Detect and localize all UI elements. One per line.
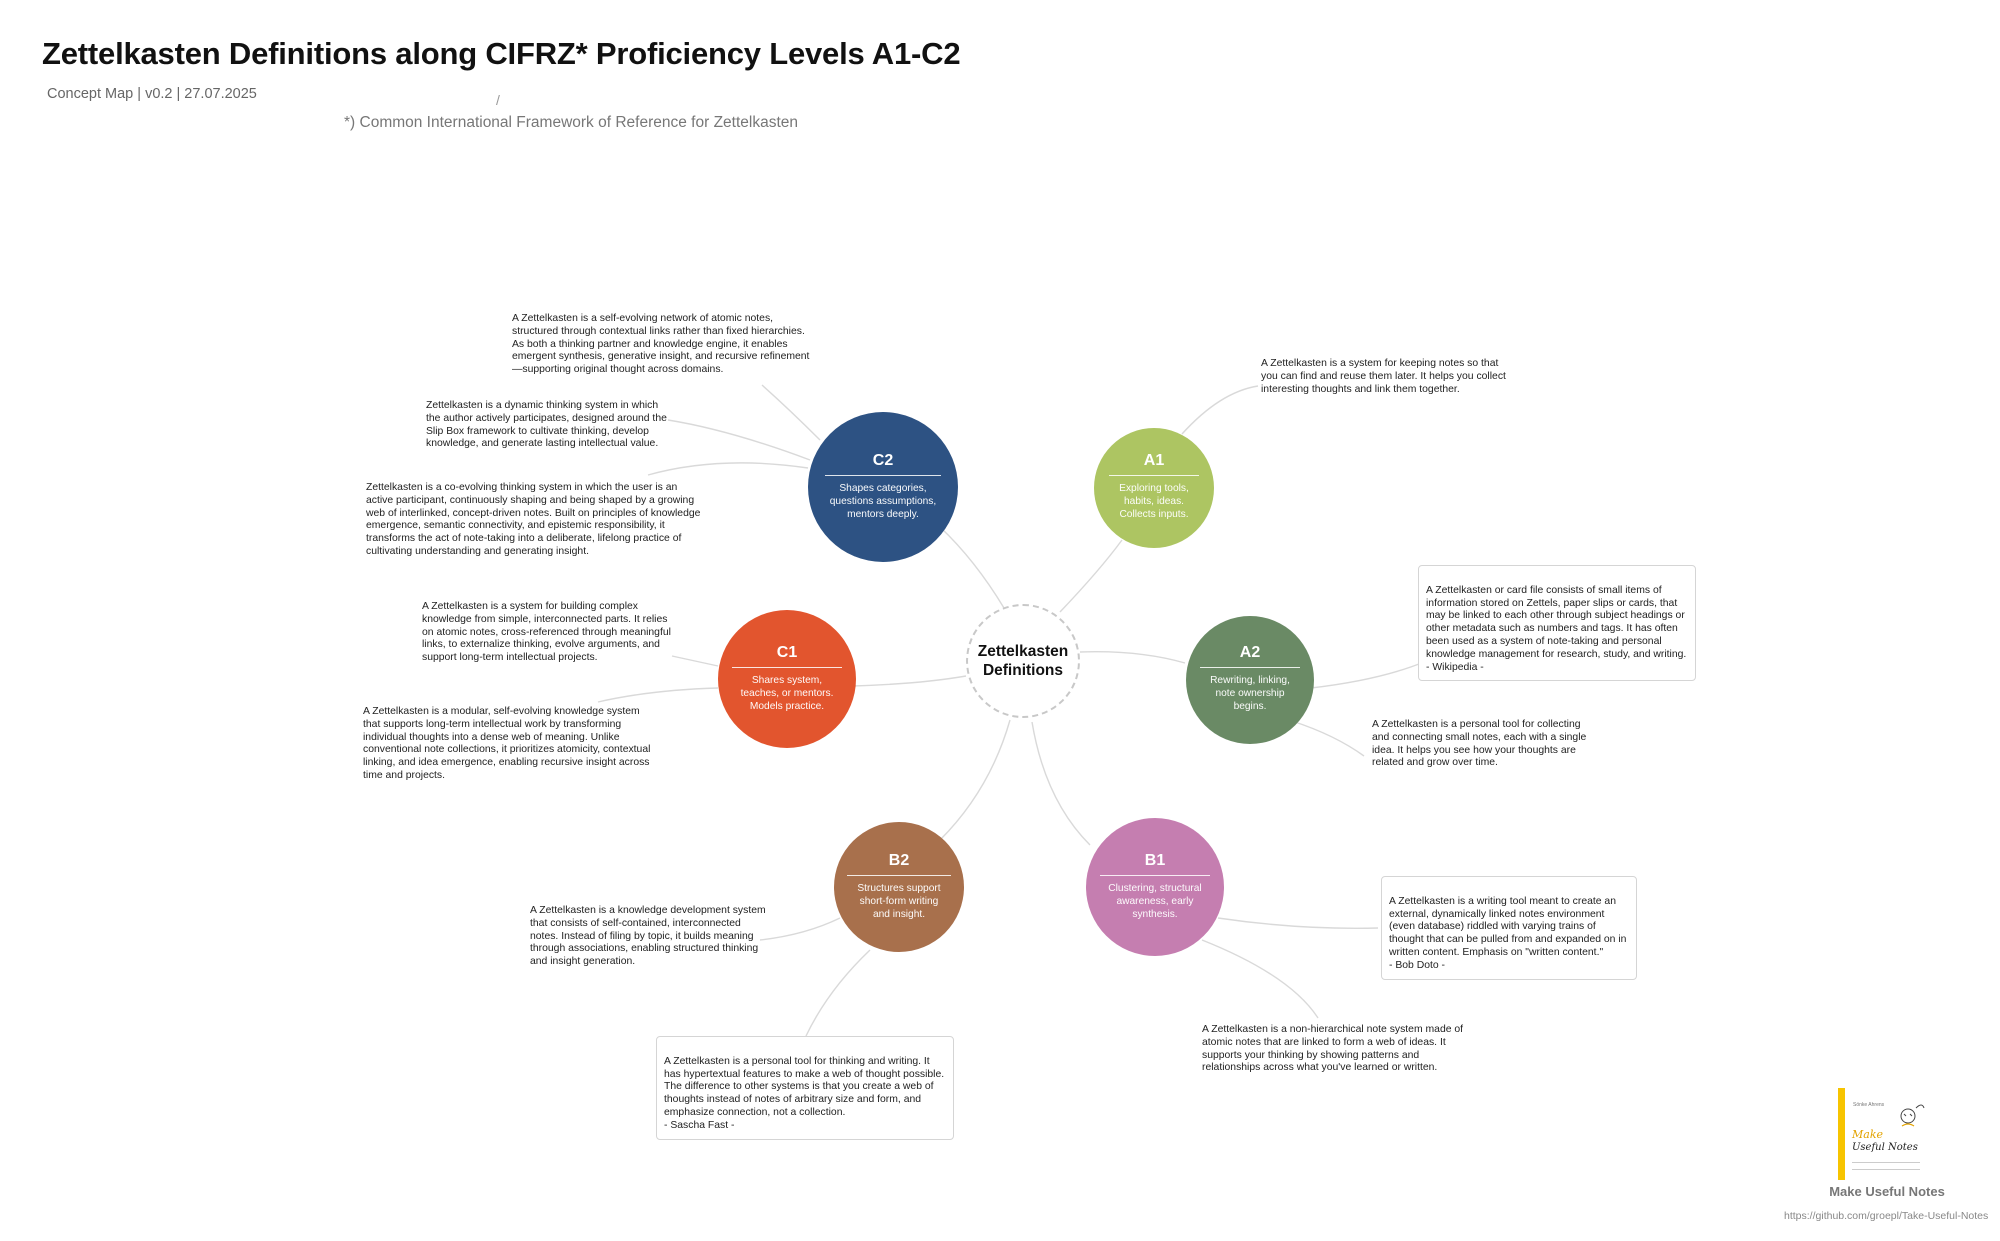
node-c1-code: C1 — [732, 644, 842, 668]
node-c2-desc: Shapes categories, questions assumptions, mentors deeply. — [829, 483, 937, 520]
link-center-c1 — [852, 676, 966, 686]
node-a2 — [1186, 616, 1314, 744]
logo-make: Make — [1852, 1128, 1883, 1141]
node-c2-code: C2 — [825, 452, 941, 476]
logo-useful-notes: Useful Notes — [1852, 1142, 1918, 1153]
doodle-icon — [1896, 1100, 1926, 1130]
logo-text-lines — [1852, 1162, 1920, 1170]
node-b2 — [834, 822, 964, 952]
definition-c2-2: Zettelkasten is a dynamic thinking system in which the author actively participates, designed around the Slip Box framework to cultivate thinking, develop knowledge, and generate lasting intellectual value. — [426, 400, 667, 450]
definition-b2-2 — [656, 1036, 954, 1140]
definition-c2-1: A Zettelkasten is a self-evolving network of atomic notes, structured through contextual links rather than fixed hierarchies. As both a thinking partner and knowledge engine, it enables emergent synthesis, generative insight, and recursive refinement—supporting original thought across domains. — [512, 313, 810, 376]
link-b2-def1 — [760, 918, 840, 940]
node-c2 — [808, 412, 958, 562]
definition-b2-1: A Zettelkasten is a knowledge development system that consists of self-contained, interconnected notes. Instead of filing by topic, it builds meaning through associations, enabling structured thinking and insight generation. — [530, 905, 766, 968]
link-center-b1 — [1032, 722, 1090, 845]
node-a1 — [1094, 428, 1214, 548]
center-line-1: Zettelkasten — [977, 643, 1069, 660]
node-a2-desc: Rewriting, linking, note ownership begins. — [1210, 675, 1290, 712]
center-line-2: Definitions — [982, 662, 1064, 679]
definition-a2-1 — [1418, 565, 1696, 681]
definition-a1-1: A Zettelkasten is a system for keeping notes so that you can find and reuse them later. It helps you collect interesting thoughts and link them together. — [1261, 358, 1506, 395]
link-c2-def1 — [762, 385, 820, 440]
link-a1-def1 — [1182, 386, 1258, 434]
node-a2-code: A2 — [1200, 644, 1300, 668]
node-b1-desc: Clustering, structural awareness, early synthesis. — [1108, 883, 1202, 920]
link-a2-def2 — [1292, 721, 1364, 756]
node-b1-code: B1 — [1100, 852, 1210, 876]
link-center-b2 — [940, 720, 1010, 840]
link-b1-def2 — [1202, 940, 1318, 1018]
center-node — [966, 604, 1080, 718]
source-url[interactable]: https://github.com/groepl/Take-Useful-Notes — [1784, 1210, 1989, 1222]
link-c2-def3 — [648, 463, 808, 475]
definition-c1-2: A Zettelkasten is a modular, self-evolving knowledge system that supports long-term intellectual work by transforming individual thoughts into a dense web of meaning. Unlike conventional note collections, it prioritizes atomicity, contextual linking, and idea emergence, enabling recursive insight across time and projects. — [363, 706, 651, 781]
node-a1-desc: Exploring tools, habits, ideas. Collects inputs. — [1119, 483, 1189, 520]
stray-slash: / — [496, 92, 500, 108]
link-b2-def2 — [806, 950, 870, 1036]
node-b1 — [1086, 818, 1224, 956]
node-b2-desc: Structures support short-form writing and insight. — [857, 883, 941, 920]
link-c1-def1 — [672, 656, 718, 666]
link-b1-def1 — [1218, 918, 1378, 928]
definition-c1-1: A Zettelkasten is a system for building complex knowledge from simple, interconnected parts. It relies on atomic notes, cross-referenced through meaningful links, to externalize thinking, evolve arguments, and support long-term intellectual projects. — [422, 601, 671, 664]
node-c1 — [718, 610, 856, 748]
logo-caption: Make Useful Notes — [1829, 1184, 1945, 1199]
node-b2-code: B2 — [847, 852, 951, 876]
logo-author: Sönke Ahrens — [1853, 1102, 1885, 1108]
link-c1-def2 — [598, 688, 718, 702]
definition-b1-1 — [1381, 876, 1637, 980]
definition-b2-2-text: A Zettelkasten is a personal tool for thinking and writing. It has hypertextual features to make a web of thought possible. The difference to other systems is that you create a web of thoughts instead of notes of arbitrary size and form, and emphasize connection, not a collection. - Sascha Fast - — [664, 1055, 945, 1131]
link-center-a1 — [1060, 540, 1122, 612]
link-center-c2 — [940, 527, 1004, 608]
node-c1-desc: Shares system, teaches, or mentors. Models practice. — [740, 675, 834, 712]
definition-a2-1-text: A Zettelkasten or card file consists of small items of information stored on Zettels, paper slips or cards, that may be linked to each other through subject headings or other metadata such as numbers and tags. It has often been used as a system of note-taking and personal knowledge management for research, study, and writing. - Wikipedia - — [1426, 584, 1687, 673]
node-a1-code: A1 — [1109, 452, 1199, 476]
definition-b1-2: A Zettelkasten is a non-hierarchical note system made of atomic notes that are linked to form a web of ideas. It supports your thinking by showing patterns and relationships across what you've learned or written. — [1202, 1024, 1464, 1074]
book-cover-logo — [1838, 1088, 1934, 1180]
definition-a2-2: A Zettelkasten is a personal tool for collecting and connecting small notes, each with a single idea. It helps you see how your thoughts are related and grow over time. — [1372, 719, 1587, 769]
link-center-a2 — [1080, 652, 1185, 663]
page-title: Zettelkasten Definitions along CIFRZ* Proficiency Levels A1-C2 — [42, 36, 961, 71]
footnote: *) Common International Framework of Reference for Zettelkasten — [344, 114, 798, 131]
link-c2-def2 — [668, 420, 810, 460]
link-a2-def1 — [1311, 662, 1424, 688]
page-subtitle: Concept Map | v0.2 | 27.07.2025 — [47, 86, 257, 102]
definition-b1-1-text: A Zettelkasten is a writing tool meant to create an external, dynamically linked notes environment (even database) riddled with varying trains of thought that can be pulled from and expanded on in written content. Emphasis on "written content." - Bob Doto - — [1389, 895, 1627, 971]
definition-c2-3: Zettelkasten is a co-evolving thinking system in which the user is an active participant, continuously shaping and being shaped by a growing web of interlinked, concept-driven notes. Built on principles of knowledge emergence, semantic connectivity, and epistemic responsibility, it transforms the act of note-taking into a deliberate, lifelong practice of cultivating understanding and generating insight. — [366, 482, 701, 557]
logo-yellow-bar — [1838, 1088, 1845, 1180]
